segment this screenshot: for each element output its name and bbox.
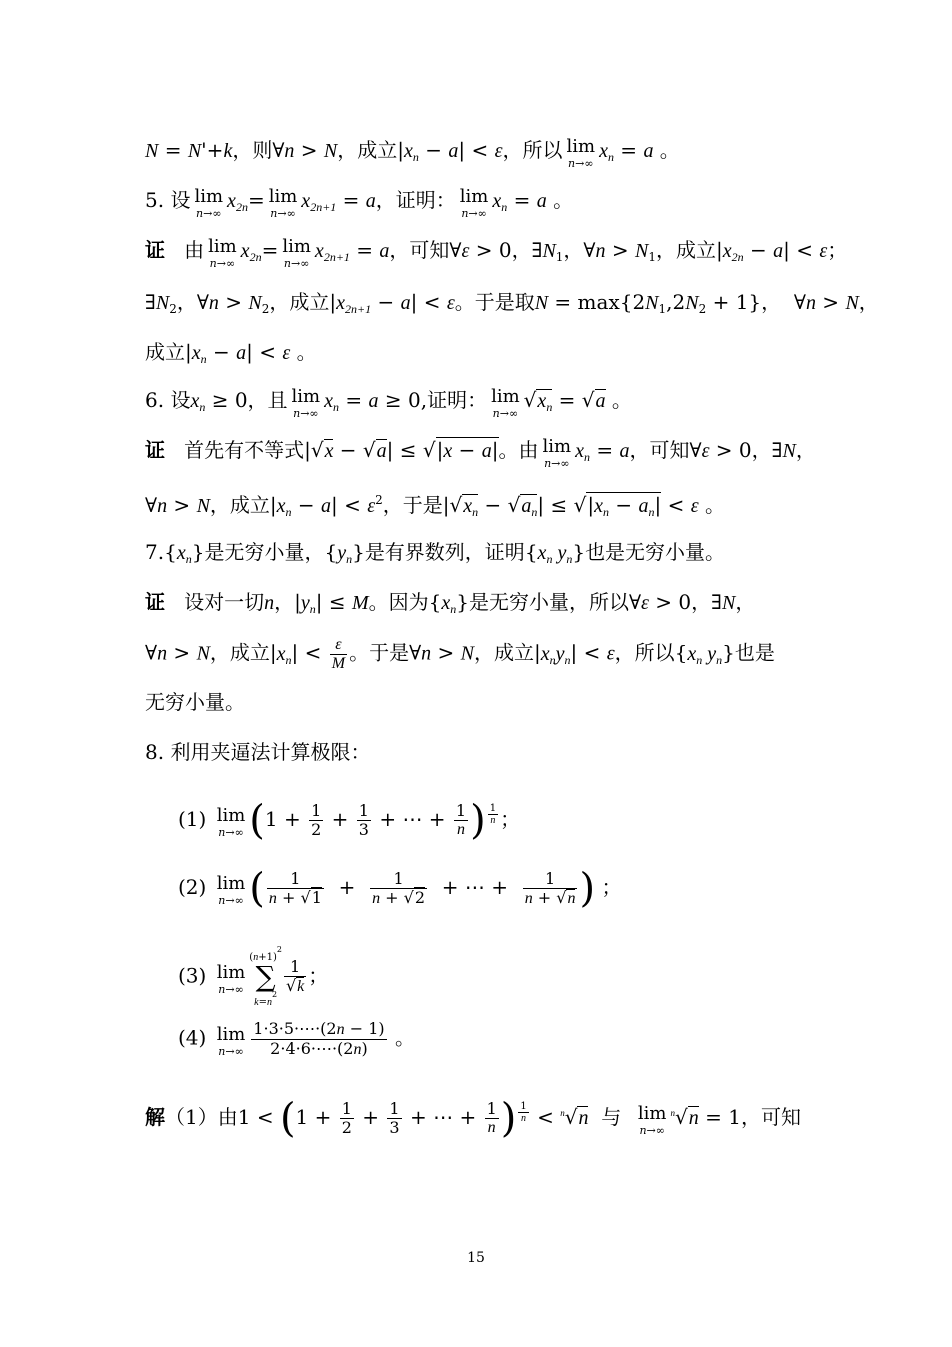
proof-6-line-2: ∀n > N，成立$|x_n - a| < \varepsilon^2$，于是$|√x_n - √a_n| \le √|x_n - a_n| < \varepsilon$ 。 <box>145 493 725 519</box>
proof-6-line-1: 证 首先有不等式|√x − √a| ≤ √|x − a|。由 lim n→∞ $x_n = a$，可知∀ε > 0，∃N， <box>145 436 816 470</box>
page-number: 15 <box>467 1250 485 1266</box>
proof-5-line-3: 成立$|x_n - a| < \varepsilon$ 。 <box>145 340 317 366</box>
problem-8: 8. 利用夹逼法计算极限： <box>145 740 371 764</box>
problem-8-item-2: (2) lim n→∞ ( $\frac{1}{n + √1}$ + $\frac{1}{n + √2}$ + ⋯ + $\frac{1}{n + √n}$ ) ； <box>178 865 622 912</box>
proof-7-line-3: 无穷小量。 <box>145 690 245 714</box>
line-1: N = N'+k，则∀n > N，成立$|x_n - a| < \varepsilon$，所以 lim n→∞ $x_n = a$ 。 <box>145 136 680 170</box>
problem-8-item-4: (4) lim n→∞ $\frac{1\cdot 3\cdot 5\cdot\cdots\cdot(2n - 1)}{2\cdot 4\cdot 6\cdot\cdots\cdot(2n)}$ 。 <box>178 1019 415 1058</box>
proof-5-line-2: $\exists N_2$，∀n > $N_2$，成立$|x_{2n+1} - a| < \varepsilon$。于是取$N = \max\{2N_1,2N_2 + 1\}$， ∀n > N， <box>145 290 879 316</box>
problem-6: 6. 设$x_n \ge 0$，且 lim n→∞ $x_n = a \ge 0$,证明： lim n→∞ $√x_n = √a$ 。 <box>145 386 632 420</box>
problem-8-item-3: (3) lim n→∞ $(n+1)^2$ ∑ $k=n^2$ $\frac{1}{√k}$ ； <box>178 945 329 1008</box>
problem-5: 5. 设 lim n→∞ $x_{2n}=$ lim n→∞ $x_{2n+1} = a$，证明： lim n→∞ $x_n = a$ 。 <box>145 186 574 220</box>
problem-7: $7.\{x_n\}$是无穷小量，$\{y_n\}$是有界数列，证明{$x_n$ $y_n$}也是无穷小量。 <box>145 540 726 566</box>
proof-5-line-1: 证 由 lim n→∞ $x_{2n}=$ lim n→∞ $x_{2n+1} = a$，可知∀ε > 0，$\exists N_1$，∀n > $N_1$，成立$|x_{2n} - a| < \varepsilon$； <box>145 236 848 270</box>
solution-line: 解（1）由1 < (1 + $\frac{1}{2}$ + $\frac{1}{3}$ + ⋯ + $\frac{1}{n}$ ) $^{\frac{1}{n}}$ < $^n$√n 与 lim n→∞ $^n$√n = 1，可知 <box>145 1095 801 1142</box>
proof-7-line-2: ∀n > N，成立$|x_n|$ < $\frac{\varepsilon}{M}$ 。于是∀n > N，成立$|x_ny_n| < \varepsilon$，所以{$x_n$ $y_n$}也是 <box>145 636 775 672</box>
problem-8-item-1: (1) lim n→∞ (1 + $\frac{1}{2}$ + $\frac{1}{3}$ + ⋯ + $\frac{1}{n}$ ) $^{\frac{1}{n}}$ ； <box>178 797 521 844</box>
proof-7-line-1: 证 设对一切n，$|y_n| \le M$。因为$\{x_n\}$是无穷小量，所以∀ε > 0，∃N， <box>145 590 756 616</box>
